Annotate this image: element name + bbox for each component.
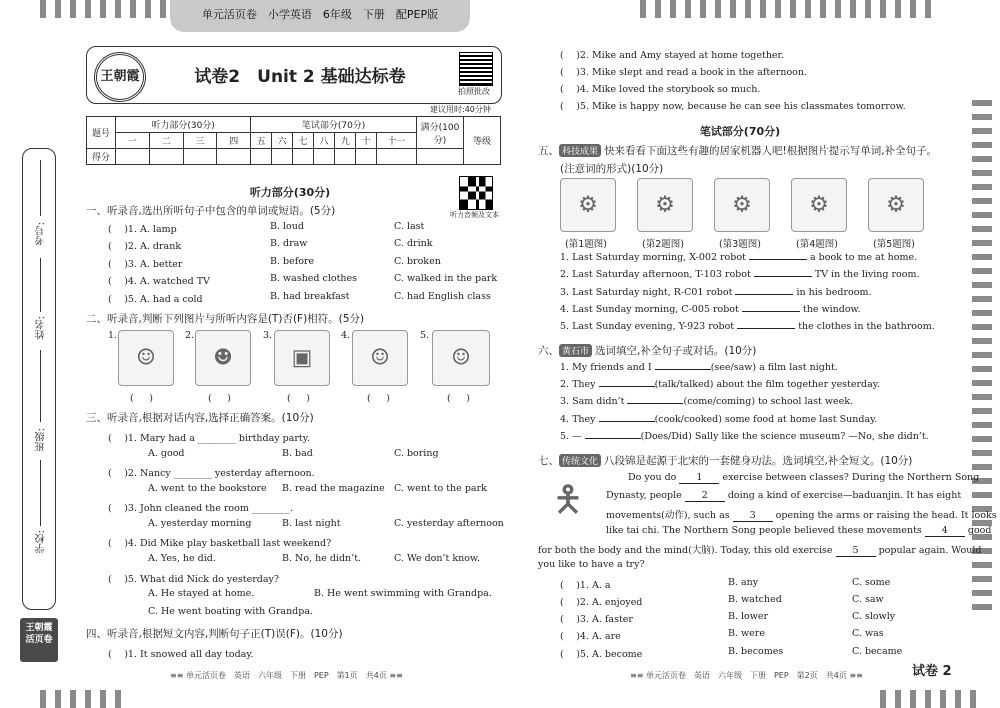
- boy-reading-icon: ☺: [451, 345, 471, 371]
- robot-picture-3: [714, 178, 770, 232]
- score-cell[interactable]: [272, 149, 293, 165]
- robot-washing-icon: ⚙: [886, 192, 906, 218]
- sec1-q4-c: C. walked in the park: [394, 273, 498, 284]
- sec6-heading-text: 选词填空,补全句子或对话。(10分): [595, 345, 757, 357]
- exam-number-label: 考号:: [36, 222, 47, 246]
- qr-mid-caption: 听力音频及文本: [450, 211, 499, 219]
- passage-line-4: like tai chi. The Northern Song people believed these movements 4 good: [606, 525, 992, 536]
- sec1-q3-b: B. before: [270, 256, 315, 267]
- robot-picture-2: [637, 178, 693, 232]
- sec2-answer-5[interactable]: ( ): [447, 393, 470, 404]
- score-cell[interactable]: [314, 149, 335, 165]
- sec3-q1-c: C. boring: [394, 448, 439, 459]
- sec6-item-4: 4. They (cook/cooked) some food at home last Sunday.: [560, 414, 878, 425]
- qr-top-caption: 拍照批改: [458, 87, 490, 96]
- sec7-q4-b: B. were: [728, 628, 765, 639]
- col-number: 二: [149, 133, 183, 149]
- score-cell[interactable]: [251, 149, 272, 165]
- passage-line-1: Do you do 1 exercise between classes? During the Northern Song: [628, 472, 980, 483]
- qr-code-icon[interactable]: [459, 52, 493, 86]
- sec3-q4-a: A. Yes, he did.: [148, 553, 216, 564]
- kids-talking-icon: ☻: [213, 345, 233, 371]
- sec4-q2: ( )2. Mike and Amy stayed at home together.: [560, 50, 785, 61]
- score-cell[interactable]: [149, 149, 183, 165]
- score-cell[interactable]: [417, 149, 464, 165]
- sec7-number: 七、: [538, 455, 559, 467]
- school-label: 学校:: [36, 530, 47, 554]
- sec1-q5-b: B. had breakfast: [270, 291, 350, 302]
- sec5-tag: 科技成果: [559, 144, 601, 157]
- sec2-label-5: 5.: [420, 330, 430, 341]
- sec3-q2-c: C. went to the park: [394, 483, 487, 494]
- sec7-tag: 传统文化: [559, 454, 601, 467]
- col-number: 十一: [377, 133, 417, 149]
- answer-blank[interactable]: [735, 294, 793, 295]
- section-4-heading: 四、听录音,根据短文内容,判断句子正(T)误(F)。(10分): [86, 628, 343, 640]
- watching-tv-icon: ▣: [291, 345, 313, 371]
- robot-window-icon: ⚙: [809, 192, 829, 218]
- sec7-q1-a: ( )1. A. a: [560, 580, 611, 591]
- sec5-item-5: 5. Last Sunday evening, Y-923 robot the clothes in the bathroom.: [560, 321, 935, 332]
- sec6-item-3: 3. Sam didn’t (come/coming) to school last week.: [560, 396, 854, 407]
- answer-blank[interactable]: [599, 386, 655, 387]
- col-number: 一: [116, 133, 150, 149]
- sec1-q1-c: C. last: [394, 221, 425, 232]
- sec5-item-1: 1. Last Saturday morning, X-002 robot a book to me at home.: [560, 252, 918, 263]
- sec6-tag: 黄石市: [559, 344, 592, 357]
- blank-1[interactable]: 1: [679, 472, 719, 484]
- answer-blank[interactable]: [749, 259, 807, 260]
- sec2-picture-2: [195, 330, 251, 386]
- sec3-q1-b: B. bad: [282, 448, 313, 459]
- col-number: 三: [183, 133, 217, 149]
- girl-writing-icon: ☺: [370, 345, 390, 371]
- sec5-heading-2: (注意词的形式)(10分): [560, 163, 664, 175]
- sec7-q4-a: ( )4. A. are: [560, 631, 621, 642]
- sec4-q5: ( )5. Mike is happy now, because he can see his classmates tomorrow.: [560, 101, 906, 112]
- sec7-q5-a: ( )5. A. become: [560, 649, 643, 660]
- page-badge: 试卷 2: [912, 664, 952, 679]
- name-label: 姓名:: [36, 316, 47, 340]
- boy-cooking-icon: ☺: [136, 345, 156, 371]
- sec5-heading-text: 快来看看下面这些有趣的居家机器人吧!根据图片提示写单词,补全句子。: [604, 145, 938, 157]
- caption-1: (第1题图): [565, 239, 607, 250]
- sec7-q5-c: C. became: [852, 646, 903, 657]
- sec5-item-4: 4. Last Sunday morning, C-005 robot the window.: [560, 304, 861, 315]
- section-2-heading: 二、听录音,判断下列图片与所听内容是(T)否(F)相符。(5分): [86, 313, 365, 325]
- section-7-heading: [538, 453, 912, 468]
- blank-4[interactable]: 4: [925, 525, 965, 537]
- col-number: 七: [293, 133, 314, 149]
- bottom-stripes-right: [880, 690, 976, 708]
- sec6-item-5: 5. — (Does/Did) Sally like the science museum? —No, she didn’t.: [560, 431, 929, 442]
- sec7-q5-b: B. becomes: [728, 646, 784, 657]
- robot-picture-4: [791, 178, 847, 232]
- sec5-item-2: 2. Last Saturday afternoon, T-103 robot TV in the living room.: [560, 269, 920, 280]
- sec7-q4-c: C. was: [852, 628, 884, 639]
- score-cell[interactable]: [116, 149, 150, 165]
- writing-title: 笔试部分(70分): [699, 125, 781, 138]
- col-number: 十: [356, 133, 377, 149]
- sec1-q1-b: B. loud: [270, 221, 304, 232]
- answer-blank[interactable]: [585, 438, 641, 439]
- sec3-q4-b: B. No, he didn’t.: [282, 553, 362, 564]
- section-6-heading: [538, 343, 756, 358]
- sec3-q5-c: C. He went boating with Grandpa.: [148, 606, 314, 617]
- sec1-q2-b: B. draw: [270, 238, 308, 249]
- sec7-heading-text: 八段锦是起源于北宋的一套健身功法。选词填空,补全短文。(10分): [604, 455, 913, 467]
- col-number: 九: [335, 133, 356, 149]
- score-cell[interactable]: [335, 149, 356, 165]
- baduanjin-figure: [540, 472, 596, 536]
- top-banner: 单元活页卷 小学英语 6年级 下册 配PEP版: [170, 0, 470, 32]
- sec3-q4-c: C. We don’t know.: [394, 553, 480, 564]
- section-3-heading: 三、听录音,根据对话内容,选择正确答案。(10分): [86, 412, 314, 424]
- writing-header: 笔试部分(70分): [251, 117, 417, 133]
- listening-header: 听力部分(30分): [116, 117, 251, 133]
- score-table: [86, 116, 501, 165]
- school-field[interactable]: [40, 460, 41, 526]
- answer-blank[interactable]: [754, 276, 812, 277]
- score-table-header: 题号: [87, 117, 116, 149]
- sec7-q1-c: C. some: [852, 577, 891, 588]
- sec7-q2-b: B. watched: [728, 594, 782, 605]
- answer-blank[interactable]: [599, 421, 655, 422]
- sec2-picture-1: [118, 330, 174, 386]
- exercise-person-icon: 🯅: [552, 479, 584, 521]
- caption-4: (第4题图): [796, 239, 838, 250]
- sec2-picture-3: [274, 330, 330, 386]
- section-5-heading: [538, 143, 958, 158]
- listening-title: 听力部分(30分): [249, 186, 331, 199]
- score-cell[interactable]: [183, 149, 217, 165]
- sec1-q2: ( )2. A. drank: [108, 241, 182, 252]
- sec2-answer-4[interactable]: ( ): [367, 393, 390, 404]
- sec6-number: 六、: [538, 345, 559, 357]
- col-number: 四: [217, 133, 251, 149]
- score-cell[interactable]: [377, 149, 417, 165]
- score-cell[interactable]: [356, 149, 377, 165]
- sec3-q3-c: C. yesterday afternoon: [394, 518, 504, 529]
- robot-reading-icon: ⚙: [578, 192, 598, 218]
- sec1-q5-c: C. had English class: [394, 291, 491, 302]
- sec2-picture-5: [432, 330, 490, 386]
- passage-line-3: movements(动作), such as 3 opening the arms or raising the head. It looks: [606, 510, 997, 521]
- col-number: 八: [314, 133, 335, 149]
- sec1-q4-b: B. washed clothes: [270, 273, 358, 284]
- col-number: 六: [272, 133, 293, 149]
- exam-number-field[interactable]: [40, 160, 41, 216]
- section-1-heading: 一、听录音,选出所听句子中包含的单词或短语。(5分): [86, 205, 336, 217]
- footer-right: ≡≡ 单元活页卷 英语 六年级 下册 PEP 第2页 共4页 ≡≡: [630, 671, 863, 680]
- sec7-q3-b: B. lower: [728, 611, 769, 622]
- sec1-q5: ( )5. A. had a cold: [108, 294, 203, 305]
- time-hint: 建议用时:40分钟: [430, 105, 491, 114]
- score-cell[interactable]: [217, 149, 251, 165]
- grade-header: 等级: [464, 117, 501, 165]
- brand-emblem: 王朝霞: [94, 52, 146, 102]
- sec1-q4: ( )4. A. watched TV: [108, 276, 210, 287]
- sec3-q4: ( )4. Did Mike play basketball last weekend?: [108, 538, 332, 549]
- total-header: 满分(100分): [417, 117, 464, 149]
- sec5-item-3: 3. Last Saturday night, R-C01 robot in his bedroom.: [560, 287, 872, 298]
- blank-5[interactable]: 5: [836, 545, 876, 557]
- score-cell[interactable]: [293, 149, 314, 165]
- name-field[interactable]: [40, 258, 41, 312]
- sec3-q5-a: A. He stayed at home.: [148, 588, 255, 599]
- robot-picture-1: [560, 178, 616, 232]
- sec3-q3-a: A. yesterday morning: [148, 518, 252, 529]
- sec5-number: 五、: [538, 145, 559, 157]
- sec3-q1: ( )1. Mary had a ________ birthday party.: [108, 433, 310, 444]
- sec3-q3: ( )3. John cleaned the room ________.: [108, 503, 293, 514]
- sec3-q3-b: B. last night: [282, 518, 341, 529]
- sec4-q4: ( )4. Mike loved the storybook so much.: [560, 84, 761, 95]
- robot-sleeping-icon: ⚙: [732, 192, 752, 218]
- sec7-q3-a: ( )3. A. faster: [560, 614, 633, 625]
- sec2-answer-1[interactable]: ( ): [130, 393, 153, 404]
- sec2-answer-3[interactable]: ( ): [287, 393, 310, 404]
- audio-qr-icon[interactable]: [459, 176, 493, 210]
- sec4-q1: ( )1. It snowed all day today.: [108, 649, 254, 660]
- sec2-label-2: 2.: [185, 330, 195, 341]
- sec3-q2: ( )2. Nancy ________ yesterday afternoon.: [108, 468, 315, 479]
- sec6-item-2: 2. They (talk/talked) about the film together yesterday.: [560, 379, 880, 390]
- brand-logo: 王朝霞 活页卷: [20, 618, 58, 662]
- caption-2: (第2题图): [642, 239, 684, 250]
- bottom-stripes-left: [40, 690, 121, 708]
- sec1-q3: ( )3. A. better: [108, 259, 183, 270]
- answer-blank[interactable]: [627, 403, 683, 404]
- sec3-q5-b: B. He went swimming with Grandpa.: [314, 588, 492, 599]
- blank-2[interactable]: 2: [685, 490, 725, 502]
- sec2-answer-2[interactable]: ( ): [208, 393, 231, 404]
- passage-line-2: Dynasty, people 2 doing a kind of exercise—baduanjin. It has eight: [606, 490, 962, 501]
- robot-picture-5: [868, 178, 924, 232]
- caption-5: (第5题图): [873, 239, 915, 250]
- sec1-q1: ( )1. A. lamp: [108, 224, 177, 235]
- class-label: 班级:: [36, 428, 47, 452]
- sec3-q2-a: A. went to the bookstore: [148, 483, 267, 494]
- page-title: 试卷2 Unit 2 基础达标卷: [194, 67, 406, 87]
- sec1-q2-c: C. drink: [394, 238, 433, 249]
- passage-line-5: for both the body and the mind(大脑). Today, this old exercise 5 popular again. Would: [538, 545, 982, 556]
- class-field[interactable]: [40, 350, 41, 422]
- sec7-q2-c: C. saw: [852, 594, 884, 605]
- answer-blank[interactable]: [737, 328, 795, 329]
- sec7-q1-b: B. any: [728, 577, 759, 588]
- sec6-item-1: 1. My friends and I (see/saw) a film last night.: [560, 362, 838, 373]
- answer-blank[interactable]: [655, 369, 711, 370]
- sec7-q2-a: ( )2. A. enjoyed: [560, 597, 643, 608]
- sec2-picture-4: [352, 330, 408, 386]
- blank-3[interactable]: 3: [733, 510, 773, 522]
- sec2-label-1: 1.: [108, 330, 118, 341]
- sec3-q5: ( )5. What did Nick do yesterday?: [108, 574, 279, 585]
- footer-left: ≡≡ 单元活页卷 英语 六年级 下册 PEP 第1页 共4页 ≡≡: [170, 671, 403, 680]
- passage-line-6: you like to have a try?: [538, 559, 645, 570]
- sec4-q3: ( )3. Mike slept and read a book in the afternoon.: [560, 67, 808, 78]
- sec1-q3-c: C. broken: [394, 256, 441, 267]
- score-row-label: 得分: [87, 149, 116, 165]
- sec3-q1-a: A. good: [148, 448, 185, 459]
- sec2-label-3: 3.: [263, 330, 273, 341]
- sec3-q2-b: B. read the magazine: [282, 483, 385, 494]
- col-number: 五: [251, 133, 272, 149]
- answer-blank[interactable]: [742, 311, 800, 312]
- sec2-label-4: 4.: [341, 330, 351, 341]
- robot-tv-icon: ⚙: [655, 192, 675, 218]
- top-stripes-left: [40, 0, 166, 18]
- top-stripes-right: [640, 0, 931, 18]
- caption-3: (第3题图): [719, 239, 761, 250]
- sec7-q3-c: C. slowly: [852, 611, 896, 622]
